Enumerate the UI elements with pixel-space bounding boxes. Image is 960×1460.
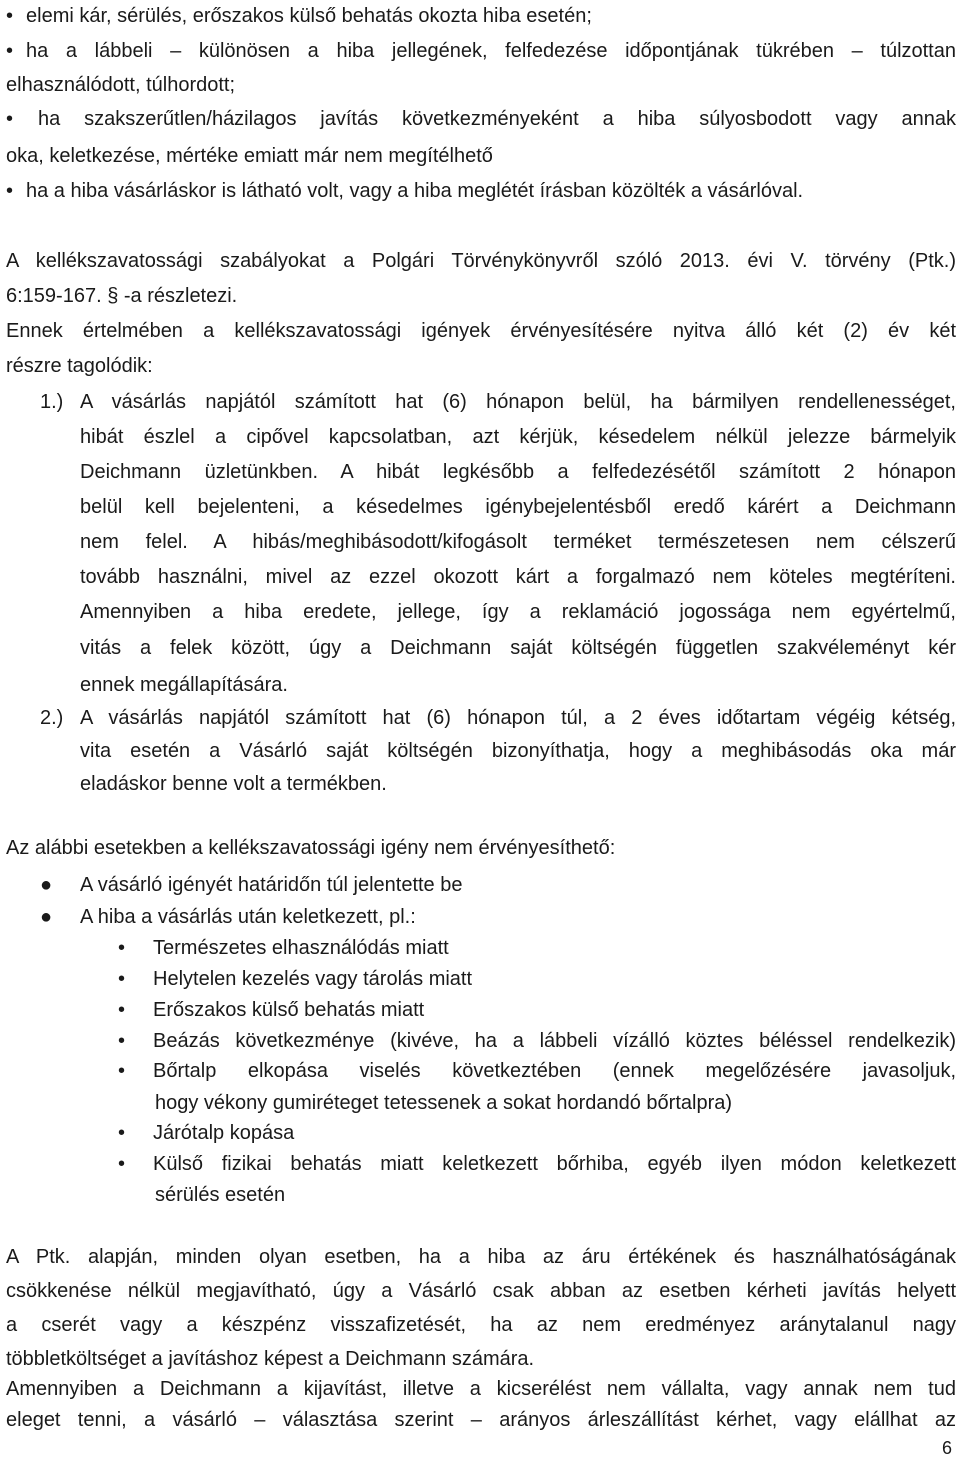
bullet-icon: •	[118, 1060, 126, 1082]
paragraph-line: A kellékszavatossági szabályokat a Polgári Törvénykönyvről szóló 2013. évi V. törvény (Ptk.)	[6, 250, 956, 272]
sub-list-item-continuation: hogy vékony gumiréteget tetessenek a sokat hordandó bőrtalpra)	[155, 1092, 733, 1114]
numbered-line: tovább használni, mivel az ezzel okozott kárt a forgalmazó nem köteles megtéríteni.	[80, 566, 956, 588]
numbered-line: Deichmann üzletünkben. A hibát legkésőbb a felfedezésétől számított 2 hónapon	[80, 461, 956, 483]
sub-list-item: Bőrtalp elkopása viselés következtében (ennek megelőzésére javasoljuk,	[153, 1060, 956, 1082]
paragraph-line: 6:159-167. § -a részletezi.	[6, 285, 238, 307]
numbered-line: A vásárlás napjától számított hat (6) hónapon belül, ha bármilyen rendellenességet,	[80, 391, 956, 413]
bullet-icon: •	[6, 40, 14, 62]
numbered-line: belül kell bejelenteni, a késedelmes igénybejelentésből eredő kárért a Deichmann	[80, 496, 956, 518]
bullet-icon: ●	[40, 874, 53, 896]
numbered-line: eladáskor benne volt a termékben.	[80, 773, 387, 795]
sub-list-item-continuation: sérülés esetén	[155, 1184, 286, 1206]
numbered-line: vitás a felek között, úgy a Deichmann saját költségén független szakvéleményt kér	[80, 637, 956, 659]
bullet-icon: •	[6, 108, 14, 130]
numbered-line: hibát észlel a cipővel kapcsolatban, azt kérjük, késedelem nélkül jelezze bármelyik	[80, 426, 956, 448]
section-heading: Az alábbi esetekben a kellékszavatossági igény nem érvényesíthető:	[6, 837, 616, 859]
paragraph-line: csökkenése nélkül megjavítható, úgy a Vásárló csak abban az esetben kérheti javítás helyett	[6, 1280, 956, 1302]
numbered-line: ennek megállapítására.	[80, 674, 288, 696]
page-number: 6	[941, 1438, 952, 1458]
number-label: 1.)	[40, 391, 64, 413]
number-label: 2.)	[40, 707, 64, 729]
sub-list-item: Külső fizikai behatás miatt keletkezett bőrhiba, egyéb ilyen módon keletkezett	[153, 1153, 956, 1175]
list-item-continuation: elhasználódott, túlhordott;	[6, 74, 236, 96]
paragraph-line: a cserét vagy a készpénz visszafizetését, ha az nem eredményez aránytalanul nagy	[6, 1314, 956, 1336]
bullet-icon: •	[118, 968, 126, 990]
bullet-icon: ●	[40, 906, 53, 928]
paragraph-line: többletköltséget a javításhoz képest a Deichmann számára.	[6, 1348, 535, 1370]
bullet-icon: •	[118, 937, 126, 959]
paragraph-line: eleget tenni, a vásárló – választása szerint – arányos árleszállítást kérhet, vagy elállhat az	[6, 1409, 956, 1431]
list-item: A hiba a vásárlás után keletkezett, pl.:	[80, 906, 416, 928]
paragraph-line: Ennek értelmében a kellékszavatossági igények érvényesítésére nyitva álló két (2) év két	[6, 320, 956, 342]
list-item: ha szakszerűtlen/házilagos javítás következményeként a hiba súlyosbodott vagy annak	[38, 108, 956, 130]
bullet-icon: •	[118, 1122, 126, 1144]
sub-list-item: Helytelen kezelés vagy tárolás miatt	[153, 968, 473, 990]
numbered-line: Amennyiben a hiba eredete, jellege, így a reklamáció jogossága nem egyértelmű,	[80, 601, 956, 623]
bullet-icon: •	[118, 1153, 126, 1175]
numbered-line: vita esetén a Vásárló saját költségén bizonyíthatja, hogy a meghibásodás oka már	[80, 740, 956, 762]
numbered-line: nem felel. A hibás/meghibásodott/kifogásolt terméket természetesen nem célszerű	[80, 531, 956, 553]
sub-list-item: Beázás következménye (kivéve, ha a lábbeli vízálló köztes béléssel rendelkezik)	[153, 1030, 956, 1052]
bullet-icon: •	[6, 180, 14, 202]
sub-list-item: Természetes elhasználódás miatt	[153, 937, 449, 959]
bullet-icon: •	[6, 5, 14, 27]
list-item: ha a hiba vásárláskor is látható volt, vagy a hiba meglétét írásban közölték a vásárlóval.	[26, 180, 804, 202]
sub-list-item: Erőszakos külső behatás miatt	[153, 999, 425, 1021]
list-item: A vásárló igényét határidőn túl jelentette be	[80, 874, 463, 896]
sub-list-item: Járótalp kopása	[153, 1122, 295, 1144]
list-item-continuation: oka, keletkezése, mértéke emiatt már nem megítélhető	[6, 145, 493, 167]
list-item: elemi kár, sérülés, erőszakos külső behatás okozta hiba esetén;	[26, 5, 592, 27]
numbered-line: A vásárlás napjától számított hat (6) hónapon túl, a 2 éves időtartam végéig kétség,	[80, 707, 956, 729]
paragraph-line: részre tagolódik:	[6, 355, 153, 377]
list-item: ha a lábbeli – különösen a hiba jellegének, felfedezése időpontjának tükrében – túlzottan	[26, 40, 956, 62]
bullet-icon: •	[118, 999, 126, 1021]
paragraph-line: A Ptk. alapján, minden olyan esetben, ha a hiba az áru értékének és használhatóságának	[6, 1246, 956, 1268]
bullet-icon: •	[118, 1030, 126, 1052]
paragraph-line: Amennyiben a Deichmann a kijavítást, illetve a kicserélést nem vállalta, vagy annak nem tud	[6, 1378, 956, 1400]
